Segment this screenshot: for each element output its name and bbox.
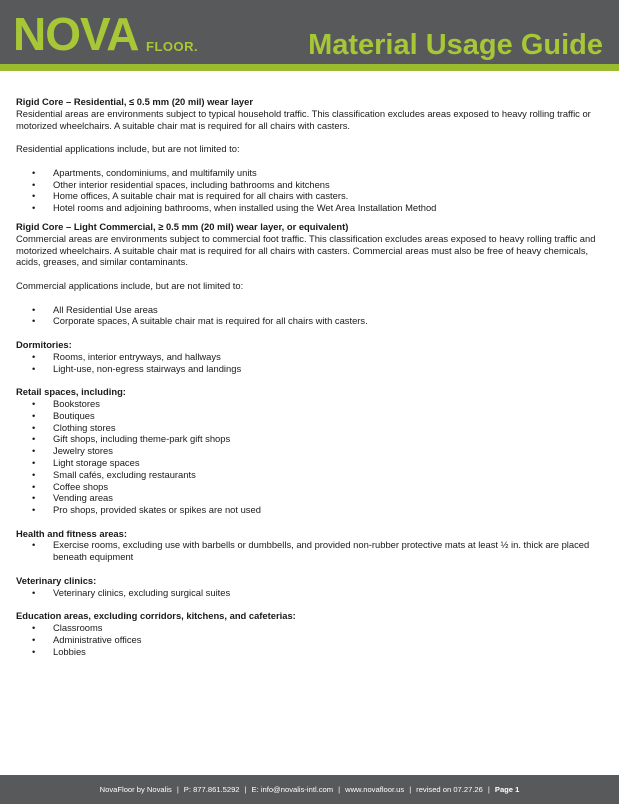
document-body bbox=[16, 96, 606, 657]
list-item bbox=[16, 351, 606, 363]
bullet-icon: • bbox=[32, 633, 36, 645]
list-item-text: Bookstores bbox=[53, 397, 100, 409]
list-item-text: Corporate spaces, A suitable chair mat is required for all chairs with casters. bbox=[53, 315, 368, 327]
list-item-text: Coffee shops bbox=[53, 480, 109, 492]
list-item bbox=[16, 646, 606, 658]
section-heading: Health and fitness areas: bbox=[16, 527, 127, 539]
header-band bbox=[0, 0, 619, 64]
list-item-text: Classrooms bbox=[53, 622, 103, 634]
list-item-text: Clothing stores bbox=[53, 421, 116, 433]
residential-section bbox=[16, 96, 606, 214]
logo-subtext: FLOOR. bbox=[146, 39, 199, 54]
section-heading: Dormitories: bbox=[16, 338, 72, 350]
section-description: Commercial areas are environments subject to commercial foot traffic. This classification excludes areas exposed to heavy rolling traffic and motorized wheelchairs. A suitable chair mat is required for all chairs with casters. Commercial areas must also be free of heavy chemicals, acids, greases, and similar contaminants. bbox=[16, 232, 596, 268]
bullet-icon: • bbox=[32, 433, 36, 445]
list-item bbox=[16, 469, 606, 481]
list-item bbox=[16, 167, 606, 179]
dormitories-section bbox=[16, 339, 606, 374]
section-heading: Retail spaces, including: bbox=[16, 386, 126, 398]
list-item-text: Rooms, interior entryways, and hallways bbox=[53, 350, 221, 362]
bullet-list bbox=[16, 351, 606, 375]
list-item bbox=[16, 634, 606, 646]
accent-stripe bbox=[0, 64, 619, 71]
bullet-icon: • bbox=[32, 468, 36, 480]
footer-website-link[interactable]: www.novafloor.us bbox=[345, 785, 405, 794]
retail-section bbox=[16, 386, 606, 516]
footer-band: NovaFloor by Novalis | P: 877.861.5292 | E: info@novalis-intl.com | www.novafloor.us | revised on 07.27.26 | Page 1 bbox=[0, 775, 619, 804]
footer-revised-date: revised on 07.27.26 bbox=[416, 785, 483, 794]
footer-email-link[interactable]: E: info@novalis-intl.com bbox=[251, 785, 334, 794]
list-item-text: Administrative offices bbox=[53, 633, 142, 645]
bullet-icon: • bbox=[32, 303, 36, 315]
list-item bbox=[16, 587, 606, 599]
section-description: Residential areas are environments subject to typical household traffic. This classification excludes areas exposed to heavy rolling traffic or motorized wheelchairs. A suitable chair mat is required for all chairs with casters. bbox=[16, 107, 591, 131]
list-item-text: Hotel rooms and adjoining bathrooms, when installed using the Wet Area Installation Method bbox=[53, 202, 437, 214]
section-heading: Rigid Core – Light Commercial, ≥ 0.5 mm (20 mil) wear layer, or equivalent) bbox=[16, 220, 349, 232]
list-item-text: Lobbies bbox=[53, 645, 86, 657]
list-item bbox=[16, 202, 606, 214]
list-item-text: Veterinary clinics, excluding surgical suites bbox=[53, 586, 231, 598]
section-heading: Rigid Core – Residential, ≤ 0.5 mm (20 mil) wear layer bbox=[16, 96, 254, 107]
section-intro: Residential applications include, but are not limited to: bbox=[16, 143, 240, 155]
list-item bbox=[16, 622, 606, 634]
bullet-icon: • bbox=[32, 504, 36, 516]
bullet-icon: • bbox=[32, 456, 36, 468]
list-item bbox=[16, 410, 606, 422]
bullet-icon: • bbox=[32, 622, 36, 634]
health-section bbox=[16, 528, 606, 563]
list-item-text: Pro shops, provided skates or spikes are not used bbox=[53, 504, 261, 516]
bullet-list bbox=[16, 622, 606, 657]
list-item-text: Small cafés, excluding restaurants bbox=[53, 468, 196, 480]
bullet-icon: • bbox=[32, 480, 36, 492]
list-item-text: Gift shops, including theme-park gift shops bbox=[53, 433, 231, 445]
list-item bbox=[16, 190, 606, 202]
bullet-icon: • bbox=[32, 445, 36, 457]
list-item-text: Home offices, A suitable chair mat is required for all chairs with casters. bbox=[53, 190, 349, 202]
list-item-text: Other interior residential spaces, including bathrooms and kitchens bbox=[53, 178, 330, 190]
bullet-list bbox=[16, 304, 606, 328]
section-heading: Education areas, excluding corridors, kitchens, and cafeterias: bbox=[16, 610, 296, 622]
bullet-list bbox=[16, 587, 606, 599]
logo-wordmark: NOVA bbox=[13, 8, 139, 60]
bullet-icon: • bbox=[32, 492, 36, 504]
list-item bbox=[16, 492, 606, 504]
list-item bbox=[16, 539, 606, 563]
bullet-icon: • bbox=[32, 645, 36, 657]
bullet-icon: • bbox=[32, 409, 36, 421]
bullet-icon: • bbox=[32, 397, 36, 409]
bullet-list bbox=[16, 539, 606, 563]
list-item-text: Boutiques bbox=[53, 409, 95, 421]
list-item bbox=[16, 179, 606, 191]
list-item bbox=[16, 481, 606, 493]
list-item bbox=[16, 363, 606, 375]
commercial-section bbox=[16, 221, 606, 327]
list-item bbox=[16, 304, 606, 316]
list-item-text: All Residential Use areas bbox=[53, 303, 158, 315]
footer-phone: P: 877.861.5292 bbox=[183, 785, 240, 794]
list-item bbox=[16, 315, 606, 327]
list-item bbox=[16, 433, 606, 445]
list-item-text: Light-use, non-egress stairways and landings bbox=[53, 362, 242, 374]
list-item bbox=[16, 504, 606, 516]
list-item bbox=[16, 445, 606, 457]
section-intro: Commercial applications include, but are not limited to: bbox=[16, 279, 244, 291]
bullet-icon: • bbox=[32, 190, 36, 202]
bullet-icon: • bbox=[32, 166, 36, 178]
bullet-icon: • bbox=[32, 586, 36, 598]
list-item-text: Light storage spaces bbox=[53, 456, 140, 468]
bullet-icon: • bbox=[32, 539, 36, 551]
veterinary-section bbox=[16, 575, 606, 599]
section-heading: Veterinary clinics: bbox=[16, 574, 97, 586]
bullet-icon: • bbox=[32, 421, 36, 433]
list-item bbox=[16, 422, 606, 434]
list-item-text: Exercise rooms, excluding use with barbells or dumbbells, and provided non-rubber protective mats at least ½ in. thick are placed beneath equipment bbox=[53, 539, 590, 563]
bullet-icon: • bbox=[32, 362, 36, 374]
bullet-icon: • bbox=[32, 202, 36, 214]
bullet-icon: • bbox=[32, 178, 36, 190]
footer-page-number: Page 1 bbox=[494, 785, 520, 794]
list-item bbox=[16, 398, 606, 410]
list-item-text: Vending areas bbox=[53, 492, 113, 504]
footer-company: NovaFloor by Novalis bbox=[99, 785, 172, 794]
list-item-text: Apartments, condominiums, and multifamily units bbox=[53, 166, 257, 178]
list-item bbox=[16, 457, 606, 469]
list-item-text: Jewelry stores bbox=[53, 445, 113, 457]
document-title: Material Usage Guide bbox=[308, 29, 603, 61]
bullet-list bbox=[16, 398, 606, 516]
bullet-icon: • bbox=[32, 350, 36, 362]
bullet-list bbox=[16, 167, 606, 214]
bullet-icon: • bbox=[32, 315, 36, 327]
education-section bbox=[16, 610, 606, 657]
